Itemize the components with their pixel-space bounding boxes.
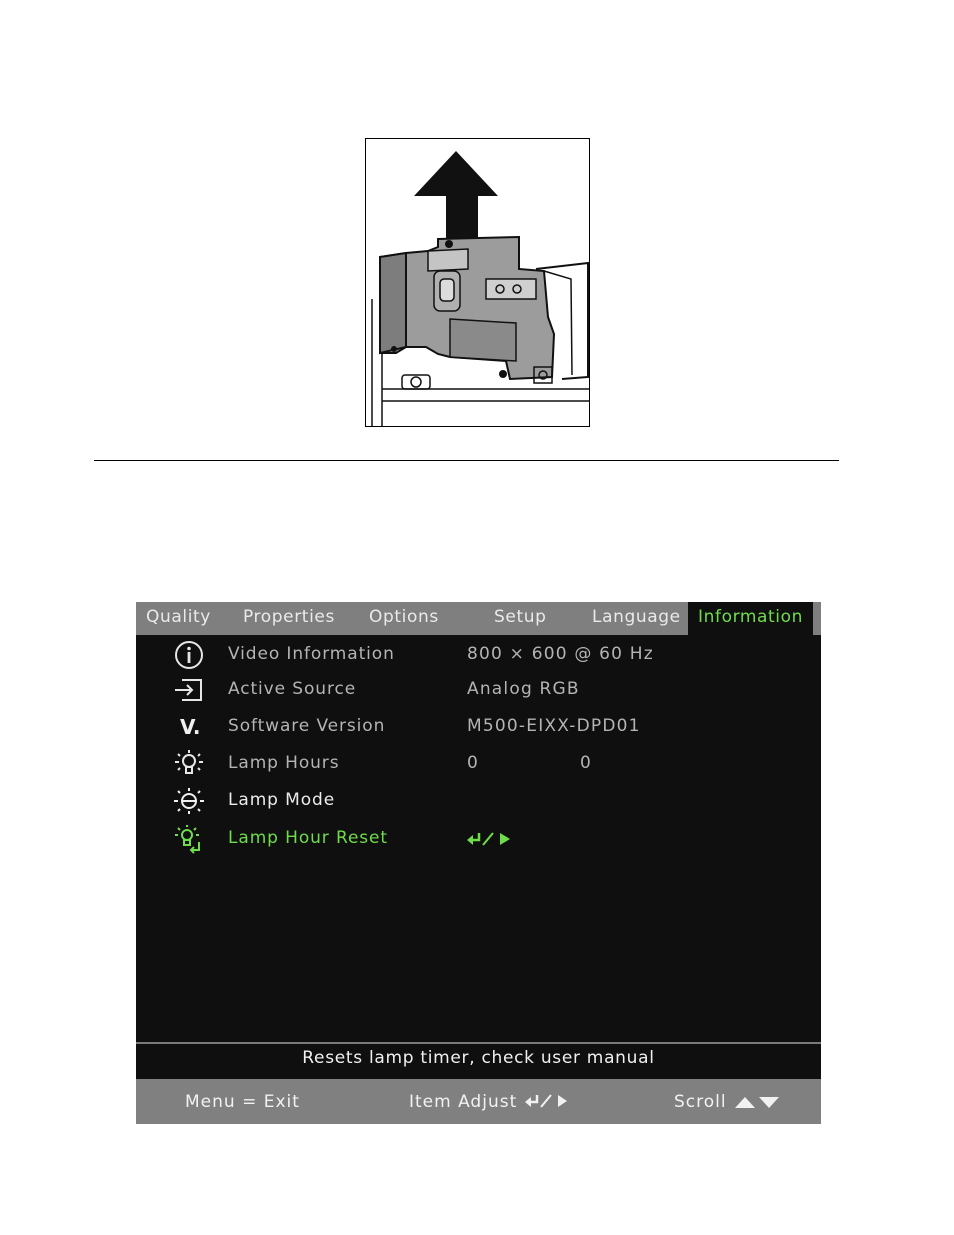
row-lamp-hours <box>136 747 821 781</box>
row-label: Lamp Mode <box>228 790 336 810</box>
row-video-information <box>136 638 821 672</box>
section-divider <box>94 460 839 461</box>
row-lamp-hour-reset[interactable] <box>136 822 821 856</box>
help-text: Resets lamp timer, check user manual <box>302 1048 655 1068</box>
info-icon <box>172 640 206 670</box>
osd-menu <box>136 602 821 1124</box>
tab-options[interactable]: Options <box>369 607 439 627</box>
row-value: Analog RGB <box>467 679 580 699</box>
enter-right-icon <box>525 1093 569 1109</box>
row-label: Lamp Hours <box>228 753 340 773</box>
enter-right-adjust-icon[interactable] <box>467 831 511 847</box>
row-value: 800 × 600 @ 60 Hz <box>467 644 654 664</box>
row-lamp-mode[interactable] <box>136 784 821 818</box>
tab-language[interactable]: Language <box>592 607 681 627</box>
lamp-mode-icon <box>172 786 206 816</box>
row-active-source <box>136 673 821 707</box>
row-label: Active Source <box>228 679 357 699</box>
osd-footer <box>136 1079 821 1124</box>
row-value-secondary: 0 <box>580 753 591 773</box>
osd-tab-bar <box>136 602 821 635</box>
footer-scroll <box>674 1092 779 1112</box>
tab-information[interactable]: Information <box>688 602 813 635</box>
row-software-version <box>136 710 821 744</box>
lamp-removal-illustration <box>365 138 590 427</box>
tab-setup[interactable]: Setup <box>494 607 547 627</box>
row-label: Software Version <box>228 716 386 736</box>
help-divider <box>136 1042 821 1044</box>
footer-scroll-label: Scroll <box>674 1092 727 1112</box>
row-label: Video Information <box>228 644 395 664</box>
row-label: Lamp Hour Reset <box>228 828 388 848</box>
tab-properties[interactable]: Properties <box>243 607 335 627</box>
version-icon: V. <box>180 715 201 739</box>
tab-quality[interactable]: Quality <box>146 607 211 627</box>
footer-item-adjust <box>409 1092 569 1112</box>
row-value: M500-EIXX-DPD01 <box>467 716 641 736</box>
source-input-icon <box>172 675 206 705</box>
up-down-arrows-icon <box>735 1095 779 1109</box>
lamp-icon <box>172 749 206 779</box>
footer-item-adjust-label: Item Adjust <box>409 1092 518 1112</box>
lamp-module-drawing <box>366 139 590 427</box>
up-arrow-icon <box>414 151 498 239</box>
lamp-reset-icon <box>172 824 206 854</box>
footer-menu-exit: Menu = Exit <box>185 1092 300 1112</box>
row-value: 0 <box>467 753 480 773</box>
